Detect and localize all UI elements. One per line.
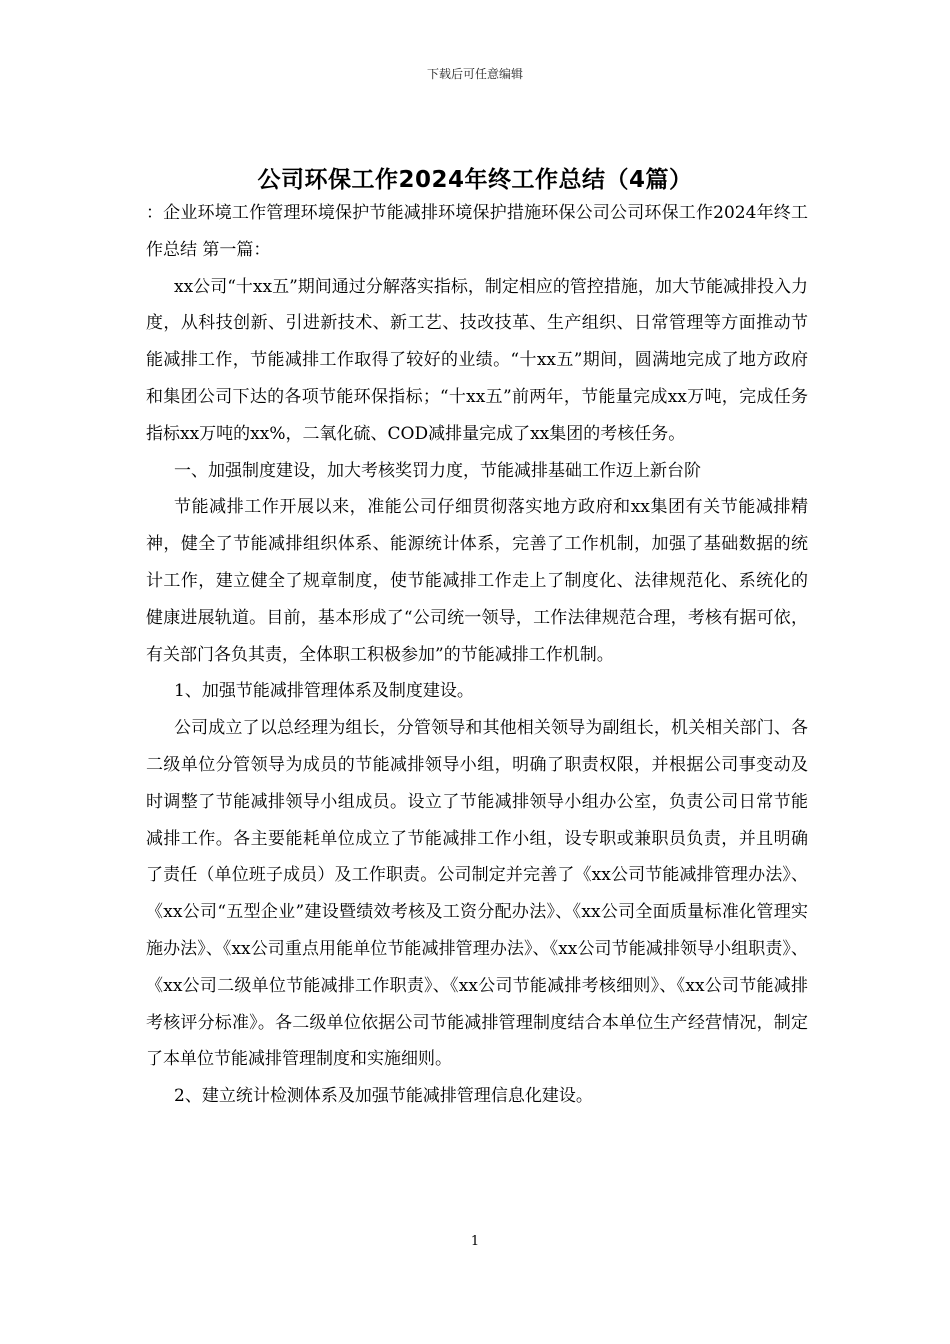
body-paragraph: ：企业环境工作管理环境保护节能减排环境保护措施环保公司公司环保工作2024年终工作总结 第一篇： — [146, 203, 808, 260]
body-paragraph: 节能减排工作开展以来，准能公司仔细贯彻落实地方政府和xx集团有关节能减排精神，健全了节能减排组织体系、能源统计体系，完善了工作机制，加强了基础数据的统计工作，建立健全了规章制度，使节能减排工作走上了制度化、法律规范化、系统化的健康进展轨道。目前，基本形成了“公司统一领导，工作法律规范合理，考核有据可依，有关部门各负其责，全体职工积极参加”的节能减排工作机制。 — [146, 497, 808, 665]
body-paragraph: 2、建立统计检测体系及加强节能减排管理信息化建设。 — [174, 1086, 593, 1107]
body-paragraph: 一、加强制度建设，加大考核奖罚力度，节能减排基础工作迈上新台阶 — [174, 460, 701, 481]
header-note: 下载后可任意编辑 — [426, 67, 523, 81]
document-title: 公司环保工作2024年终工作总结（4篇） — [257, 167, 693, 194]
page-number: 1 — [470, 1234, 480, 1249]
body-paragraph: 1、加强节能减排管理体系及制度建设。 — [174, 681, 474, 702]
body-paragraph: 公司成立了以总经理为组长，分管领导和其他相关领导为副组长，机关相关部门、各二级单位分管领导为成员的节能减排领导小组，明确了职责权限，并根据公司事变动及时调整了节能减排领导小组成员。设立了节能减排领导小组办公室，负责公司日常节能减排工作。各主要能耗单位成立了节能减排工作小组，设专职或兼职员负责，并且明确了责任（单位班子成员）及工作职责。公司制定并完善了《xx公司节能减排管理办法》、《xx公司“五型企业”建设暨绩效考核及工资分配办法》、《xx公司全面质量标准化管理实施办法》、《xx公司重点用能单位节能减排管理办法》、《xx公司节能减排领导小组职责》、《xx公司二级单位节能减排工作职责》、《xx公司节能减排考核细则》、《xx公司节能减排考核评分标准》。各二级单位依据公司节能减排管理制度结合本单位生产经营情况，制定了本单位节能减排管理制度和实施细则。 — [146, 718, 808, 1070]
document-body — [146, 195, 808, 1115]
body-paragraph: xx公司“十xx五”期间通过分解落实指标，制定相应的管控措施，加大节能减排投入力度，从科技创新、引进新技术、新工艺、技改技革、生产组织、日常管理等方面推动节能减排工作，节能减排工作取得了较好的业绩。“十xx五”期间，圆满地完成了地方政府和集团公司下达的各项节能环保指标；“十xx五”前两年，节能量完成xx万吨，完成任务指标xx万吨的xx%，二氧化硫、COD减排量完成了xx集团的考核任务。 — [146, 276, 808, 444]
